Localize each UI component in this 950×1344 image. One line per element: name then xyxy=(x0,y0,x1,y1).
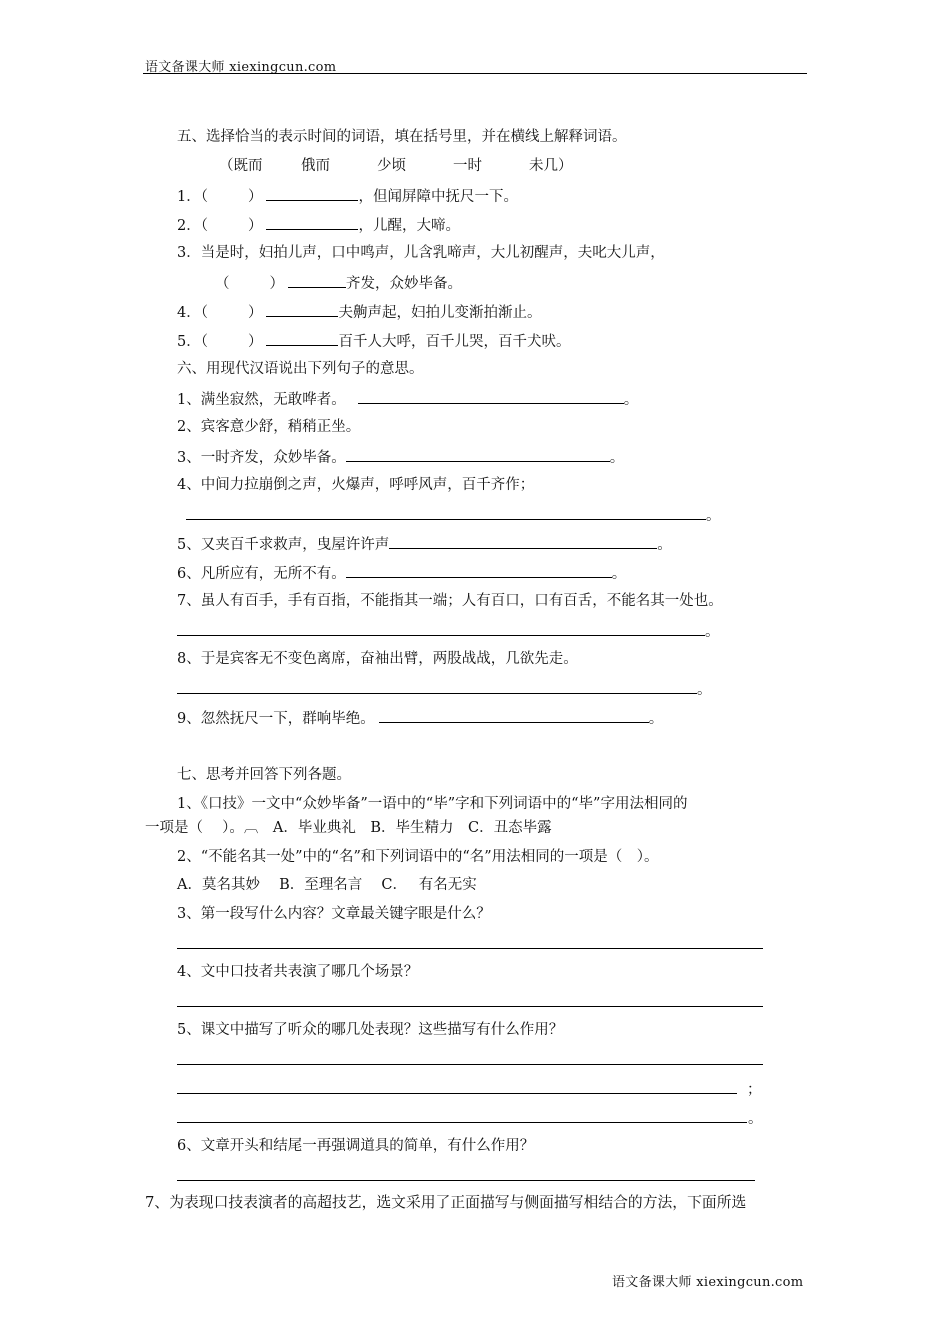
answer-line[interactable] xyxy=(177,1006,763,1007)
s5-q3-line1: 3．当是时，妇拍儿声，口中鸣声，儿含乳啼声，大儿初醒声，夫叱大儿声， xyxy=(177,245,665,261)
option-yishi: 一时 xyxy=(453,158,482,174)
footer-text: 语文备课大师 xiexingcun.com xyxy=(612,1275,804,1290)
s6-q8-answer: 。 xyxy=(177,679,712,699)
answer-blank[interactable] xyxy=(346,447,610,462)
header-text: 语文备课大师 xiexingcun.com xyxy=(145,60,337,75)
answer-blank[interactable] xyxy=(358,389,624,404)
semicolon: ； xyxy=(747,1082,762,1098)
s6-q6: 6、凡所应有，无所不有。 。 xyxy=(177,563,626,583)
section-7-title: 七、思考并回答下列各题。 xyxy=(177,767,351,783)
s6-q3: 3、一时齐发，众妙毕备。 。 xyxy=(177,447,624,467)
answer-blank[interactable] xyxy=(177,679,697,694)
answer-blank[interactable] xyxy=(266,186,358,201)
s6-q7: 7、虽人有百手，手有百指，不能指其一端；人有百口，口有百舌，不能名其一处也。 xyxy=(177,593,723,609)
answer-blank[interactable] xyxy=(346,563,612,578)
word-options xyxy=(219,157,573,175)
answer-line[interactable] xyxy=(177,1064,763,1065)
answer-blank[interactable] xyxy=(379,708,649,723)
s5-q1: 1．（ ） ，但闻屏障中抚尺一下。 xyxy=(177,186,518,206)
answer-blank[interactable] xyxy=(186,505,706,520)
s6-q8: 8、于是宾客无不变色离席，奋袖出臂，两股战战，几欲先走。 xyxy=(177,651,578,667)
answer-blank[interactable] xyxy=(266,302,338,317)
s6-q9: 9、忽然抚尺一下，群响毕绝。 。 xyxy=(177,708,663,728)
answer-line[interactable] xyxy=(177,1093,737,1094)
answer-line[interactable] xyxy=(177,948,763,949)
header-rule xyxy=(143,73,807,74)
s5-q2: 2．（ ） ，儿醒，大啼。 xyxy=(177,215,460,235)
s6-q1: 1、满坐寂然，无敢哗者。 。 xyxy=(177,389,638,409)
answer-line[interactable] xyxy=(177,1122,747,1123)
s7-q4: 4、文中口技者共表演了哪几个场景？ xyxy=(177,964,419,980)
s5-q3-line2: （ ） 齐发，众妙毕备。 xyxy=(215,273,462,293)
s7-q2-line2: A．莫名其妙 B．至理名言 C． 有名无实 xyxy=(177,877,477,893)
answer-line[interactable] xyxy=(177,1180,755,1181)
s5-q4: 4．（ ） 夫齁声起，妇拍儿变渐拍渐止。 xyxy=(177,302,541,322)
s6-q7-answer: 。 xyxy=(177,621,720,641)
answer-blank[interactable] xyxy=(288,273,346,288)
option-weiji: 未几） xyxy=(529,158,573,174)
s6-q5: 5、又夹百千求救声，曳屋许许声 。 xyxy=(177,534,672,554)
option-jier: （既而 xyxy=(219,158,263,174)
option-eer: 俄而 xyxy=(301,158,330,174)
s6-q4: 4、中间力拉崩倒之声，火爆声，呼呼风声，百千齐作； xyxy=(177,477,535,493)
section-5-title: 五、选择恰当的表示时间的词语，填在括号里，并在横线上解释词语。 xyxy=(177,129,627,145)
s7-q3: 3、第一段写什么内容？文章最关键字眼是什么？ xyxy=(177,906,491,922)
s6-q2: 2、宾客意少舒，稍稍正坐。 xyxy=(177,419,361,435)
s7-q7: 7、为表现口技表演者的高超技艺，选文采用了正面描写与侧面描写相结合的方法，下面所选 xyxy=(145,1194,747,1211)
s7-q5: 5、课文中描写了听众的哪几处表现？这些描写有什么作用？ xyxy=(177,1022,564,1038)
s7-q2-line1: 2、“不能名其一处”中的“名”和下列词语中的“名”用法相同的一项是（ ）。 xyxy=(177,849,659,865)
answer-blank[interactable] xyxy=(389,534,657,549)
period: 。 xyxy=(748,1111,763,1127)
answer-blank[interactable] xyxy=(266,215,358,230)
s7-q1-line1: 1、《口技》一文中“众妙毕备”一语中的“毕”字和下列词语中的“毕”字用法相同的 xyxy=(177,796,688,812)
s6-q4-answer: 。 xyxy=(186,505,721,525)
s7-q6: 6、文章开头和结尾一再强调道具的简单，有什么作用？ xyxy=(177,1138,535,1154)
option-shaoqing: 少顷 xyxy=(377,158,406,174)
section-6-title: 六、用现代汉语说出下列句子的意思。 xyxy=(177,361,424,377)
s7-q1-line2: 一项是（ ）。︹ A．毕业典礼 B．毕生精力 C．丑态毕露 xyxy=(145,820,552,836)
s5-q5: 5．（ ） 百千人大呼，百千儿哭，百千犬吠。 xyxy=(177,331,570,351)
answer-blank[interactable] xyxy=(177,621,705,636)
answer-blank[interactable] xyxy=(266,331,338,346)
